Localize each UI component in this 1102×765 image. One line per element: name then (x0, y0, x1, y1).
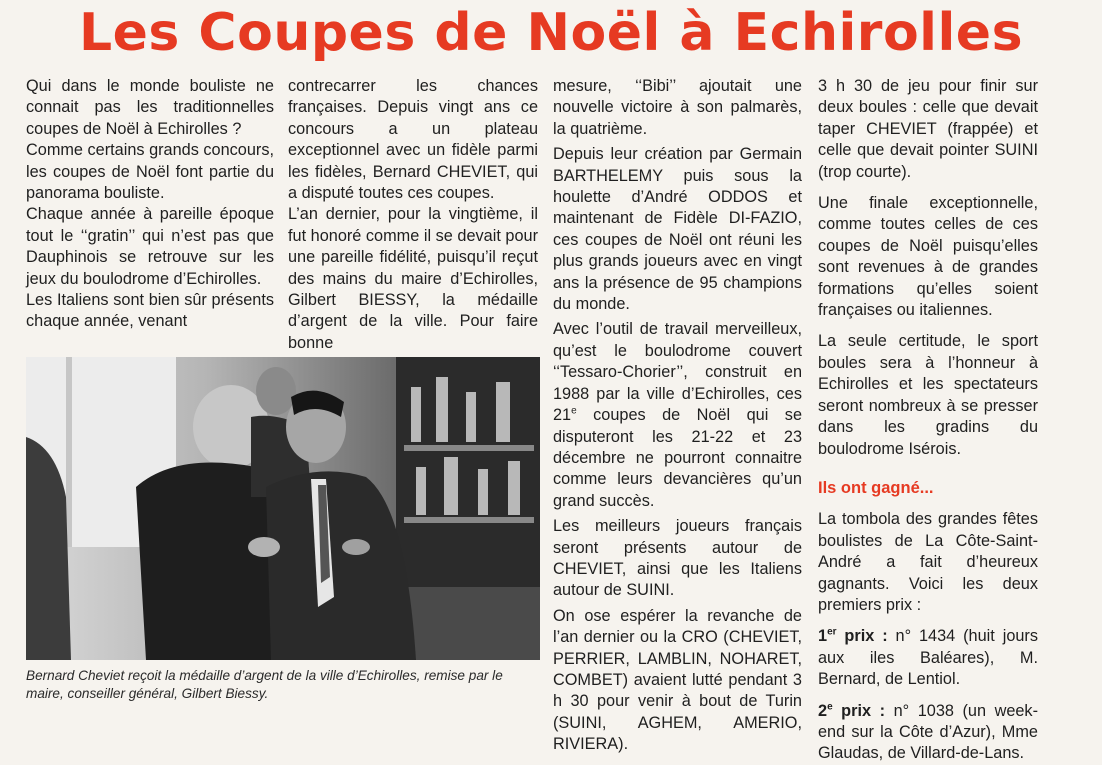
paragraph: L’an dernier, pour la vingtième, il fut honoré comme il se devait pour une pareille fidélité, puisqu’il reçut des mains du maire d’Echirolles, Gilbert BIESSY, la médaille d’argent de la ville. Pour faire bonne (288, 205, 538, 352)
paragraph: Chaque année à pareille époque tout le ‘‘gratin’’ qui n’est pas que Dauphinois se retrouve sur les jeux du boulodrome d’Echirolles. (26, 205, 274, 288)
prize-text: n° 1434 (huit jours aux iles Baléares), M. Bernard, de Lentiol. (818, 627, 1038, 689)
column-1 (26, 76, 274, 333)
column-2 (288, 76, 538, 354)
column-3 (553, 76, 802, 756)
prize-2 (818, 701, 1038, 765)
ordinal-suffix: e (571, 405, 577, 417)
paragraph: On ose espérer la revanche de l’an dernier ou la CRO (CHEVIET, PERRIER, LAMBLIN, NOHARET, COMBET) avaient lutté pendant 3 h 30 pour venir à bout de Turin (SUINI, AGHEM, AMERIO, RIVIERA). (553, 606, 802, 754)
paragraph (553, 319, 802, 512)
photo-caption: Bernard Cheviet reçoit la médaille d’argent de la ville d’Echirolles, remise par le maire, conseiller général, Gilbert Biessy. (26, 668, 503, 701)
paragraph-text: Avec l’outil de travail merveilleux, qu’est le boulodrome couvert ‘‘Tessaro-Chorier’’, construit en 1988 par la ville d’Echirolles, ces 21 (553, 320, 802, 425)
column-4 (818, 76, 1038, 765)
paragraph: La seule certitude, le sport boules sera à l’honneur à Echirolles et les spectateurs seront nombreux à se presser dans les gradins du boulodrome Isérois. (818, 332, 1038, 458)
paragraph: mesure, ‘‘Bibi’’ ajoutait une nouvelle victoire à son palmarès, la quatrième. (553, 77, 802, 138)
paragraph: Les meilleurs joueurs français seront présents autour de CHEVIET, ainsi que les Italiens autour de SUINI. (553, 517, 802, 600)
paragraph: Une finale exceptionnelle, comme toutes celles de ces coupes de Noël puisqu’elles sont revenues à de grandes formations qu’elles soient françaises ou italiennes. (818, 194, 1038, 320)
paragraph: Les Italiens sont bien sûr présents chaque année, venant (26, 291, 274, 331)
paragraph: contrecarrer les chances françaises. Depuis vingt ans ce concours a un plateau exceptionnel avec un fidèle parmi les fidèles, Bernard CHEVIET, qui a disputé toutes ces coupes. (288, 77, 538, 203)
prize-1 (818, 626, 1038, 690)
article-photo (26, 357, 540, 660)
section-subhead: Ils ont gagné... (818, 478, 934, 497)
prize-rank: 2e prix : (818, 701, 886, 720)
paragraph: La tombola des grandes fêtes boulistes de La Côte-Saint-André a fait d’heureux gagnants. Voici les deux premiers prix : (818, 510, 1038, 614)
paragraph: Qui dans le monde bouliste ne connait pas les traditionnelles coupes de Noël à Echirolles ? (26, 77, 274, 138)
paragraph: 3 h 30 de jeu pour finir sur deux boules : celle que devait taper CHEVIET (frappée) et celle que devait pointer SUINI (trop courte). (818, 77, 1038, 181)
paragraph: Comme certains grands concours, les coupes de Noël font partie du panorama bouliste. (26, 141, 274, 203)
photo-illustration (26, 357, 540, 660)
paragraph: Depuis leur création par Germain BARTHELEMY puis sous la houlette d’André ODDOS et maintenant de Fidèle DI-FAZIO, ces coupes de Noël ont réuni les plus grands joueurs avec en vingt ans la présence de 95 champions du monde. (553, 145, 802, 314)
prize-rank: 1er prix : (818, 626, 888, 646)
paragraph-text: coupes de Noël qui se disputeront les 21-22 et 23 décembre ne pourront connaitre comme leurs devancières qu’un grand succès. (553, 406, 802, 510)
article-title: Les Coupes de Noël à Echirolles (78, 3, 1024, 63)
prize-text: n° 1038 (un week-end sur la Côte d’Azur), Mme Glaudas, de Villard-de-Lans. (818, 701, 1038, 763)
